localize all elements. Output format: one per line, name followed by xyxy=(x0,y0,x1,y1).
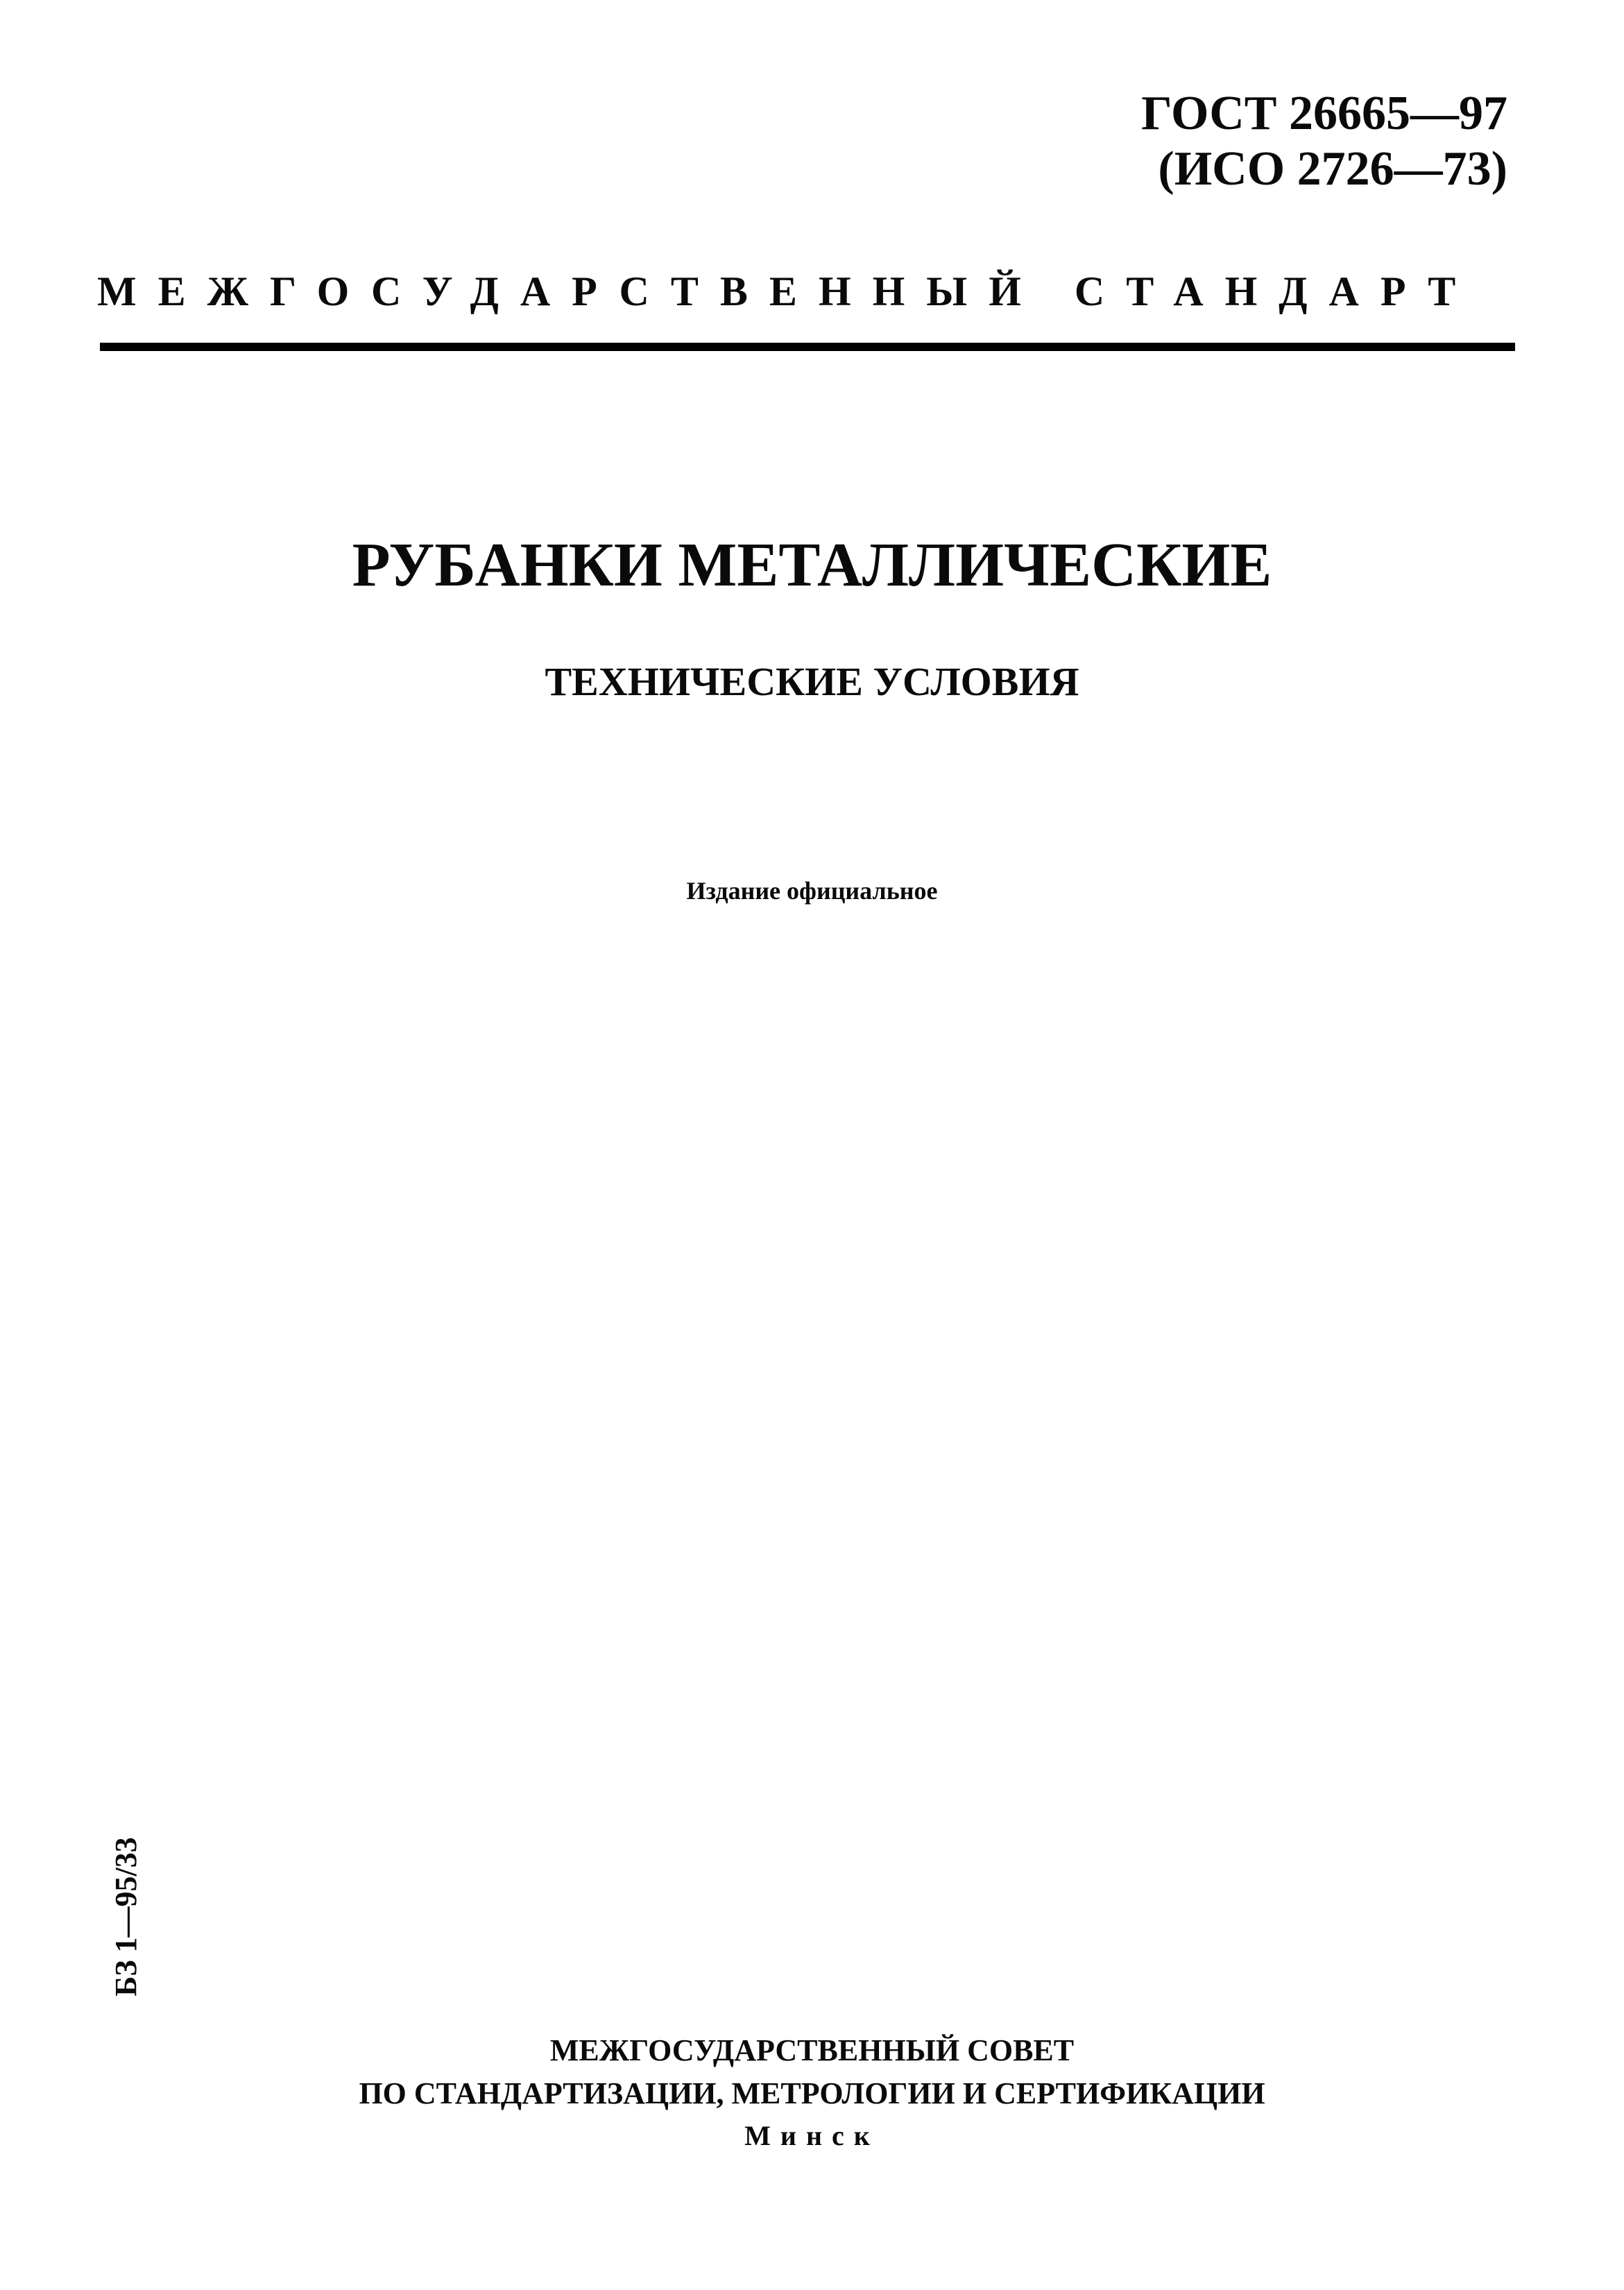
document-title: РУБАНКИ МЕТАЛЛИЧЕСКИЕ xyxy=(352,531,1272,599)
standard-number: ГОСТ 26665—97 xyxy=(1141,87,1507,140)
iso-reference: (ИСО 2726—73) xyxy=(1158,142,1507,196)
publisher-city: Минск xyxy=(744,2120,880,2151)
publisher-line-1: МЕЖГОСУДАРСТВЕННЫЙ СОВЕТ xyxy=(549,2033,1075,2067)
side-catalog-code: БЗ 1—95/33 xyxy=(109,1837,143,1997)
edition-note: Издание официальное xyxy=(686,877,938,905)
document-subtitle: ТЕХНИЧЕСКИЕ УСЛОВИЯ xyxy=(545,659,1079,704)
publisher-line-2: ПО СТАНДАРТИЗАЦИИ, МЕТРОЛОГИИ И СЕРТИФИКАЦИИ xyxy=(359,2076,1265,2110)
standard-type-heading: МЕЖГОСУДАРСТВЕННЫЙ СТАНДАРТ xyxy=(97,268,1478,314)
heading-rule xyxy=(100,343,1515,351)
publisher-block xyxy=(0,2029,1624,2157)
standard-designation xyxy=(1141,86,1507,197)
